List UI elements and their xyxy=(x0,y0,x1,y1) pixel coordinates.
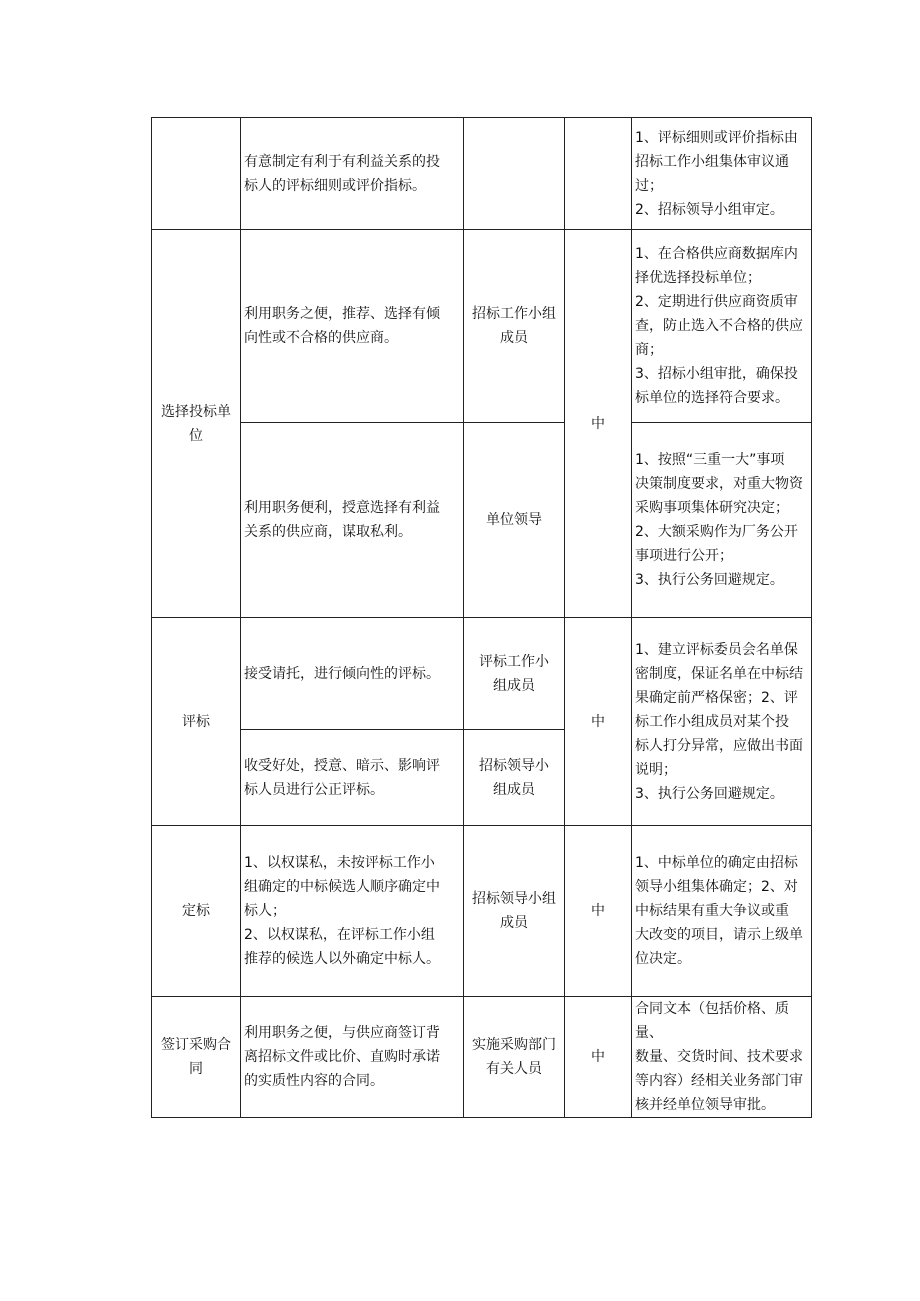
risk-cell: 收受好处，授意、暗示、影响评 标人员进行公正评标。 xyxy=(241,730,464,826)
responsible-cell: 招标领导小 组成员 xyxy=(464,730,565,826)
stage-cell: 签订采购合 同 xyxy=(152,997,241,1118)
table-row xyxy=(152,118,812,230)
risk-control-table xyxy=(151,117,812,1118)
level-cell: 中 xyxy=(565,826,632,997)
stage-cell xyxy=(152,118,241,230)
table-row xyxy=(152,997,812,1118)
measures-cell: 合同文本（包括价格、质量、 数量、交货时间、技术要求 等内容）经相关业务部门审 核并经单位领导审批。 xyxy=(632,997,812,1118)
table-row xyxy=(152,230,812,423)
risk-cell: 利用职务便利，授意选择有利益 关系的供应商，谋取私利。 xyxy=(241,423,464,618)
responsible-cell: 招标工作小组 成员 xyxy=(464,230,565,423)
responsible-cell: 实施采购部门 有关人员 xyxy=(464,997,565,1118)
table-row xyxy=(152,423,812,618)
measures-cell: 1、按照“三重一大”事项 决策制度要求，对重大物资 采购事项集体研究决定； 2、大额采购作为厂务公开 事项进行公开； 3、执行公务回避规定。 xyxy=(632,423,812,618)
table-row xyxy=(152,618,812,730)
level-cell: 中 xyxy=(565,618,632,826)
risk-cell: 1、以权谋私，未按评标工作小 组确定的中标候选人顺序确定中 标人； 2、以权谋私，在评标工作小组 推荐的候选人以外确定中标人。 xyxy=(241,826,464,997)
level-cell: 中 xyxy=(565,997,632,1118)
responsible-cell xyxy=(464,118,565,230)
risk-cell: 接受请托，进行倾向性的评标。 xyxy=(241,618,464,730)
responsible-cell: 招标领导小组 成员 xyxy=(464,826,565,997)
risk-cell: 利用职务之便，推荐、选择有倾 向性或不合格的供应商。 xyxy=(241,230,464,423)
risk-cell: 有意制定有利于有利益关系的投 标人的评标细则或评价指标。 xyxy=(241,118,464,230)
table-row xyxy=(152,826,812,997)
responsible-cell: 单位领导 xyxy=(464,423,565,618)
measures-cell: 1、评标细则或评价指标由 招标工作小组集体审议通 过； 2、招标领导小组审定。 xyxy=(632,118,812,230)
stage-cell: 选择投标单 位 xyxy=(152,230,241,618)
measures-cell: 1、在合格供应商数据库内 择优选择投标单位； 2、定期进行供应商资质审 查，防止选入不合格的供应 商； 3、招标小组审批，确保投 标单位的选择符合要求。 xyxy=(632,230,812,423)
measures-cell: 1、建立评标委员会名单保 密制度，保证名单在中标结 果确定前严格保密；2、评 标工作小组成员对某个投 标人打分异常，应做出书面 说明； 3、执行公务回避规定。 xyxy=(632,618,812,826)
risk-cell: 利用职务之便，与供应商签订背 离招标文件或比价、直购时承诺 的实质性内容的合同。 xyxy=(241,997,464,1118)
stage-cell: 定标 xyxy=(152,826,241,997)
level-cell: 中 xyxy=(565,230,632,618)
level-cell xyxy=(565,118,632,230)
stage-cell: 评标 xyxy=(152,618,241,826)
responsible-cell: 评标工作小 组成员 xyxy=(464,618,565,730)
measures-cell: 1、中标单位的确定由招标 领导小组集体确定；2、对 中标结果有重大争议或重 大改变的项目，请示上级单 位决定。 xyxy=(632,826,812,997)
